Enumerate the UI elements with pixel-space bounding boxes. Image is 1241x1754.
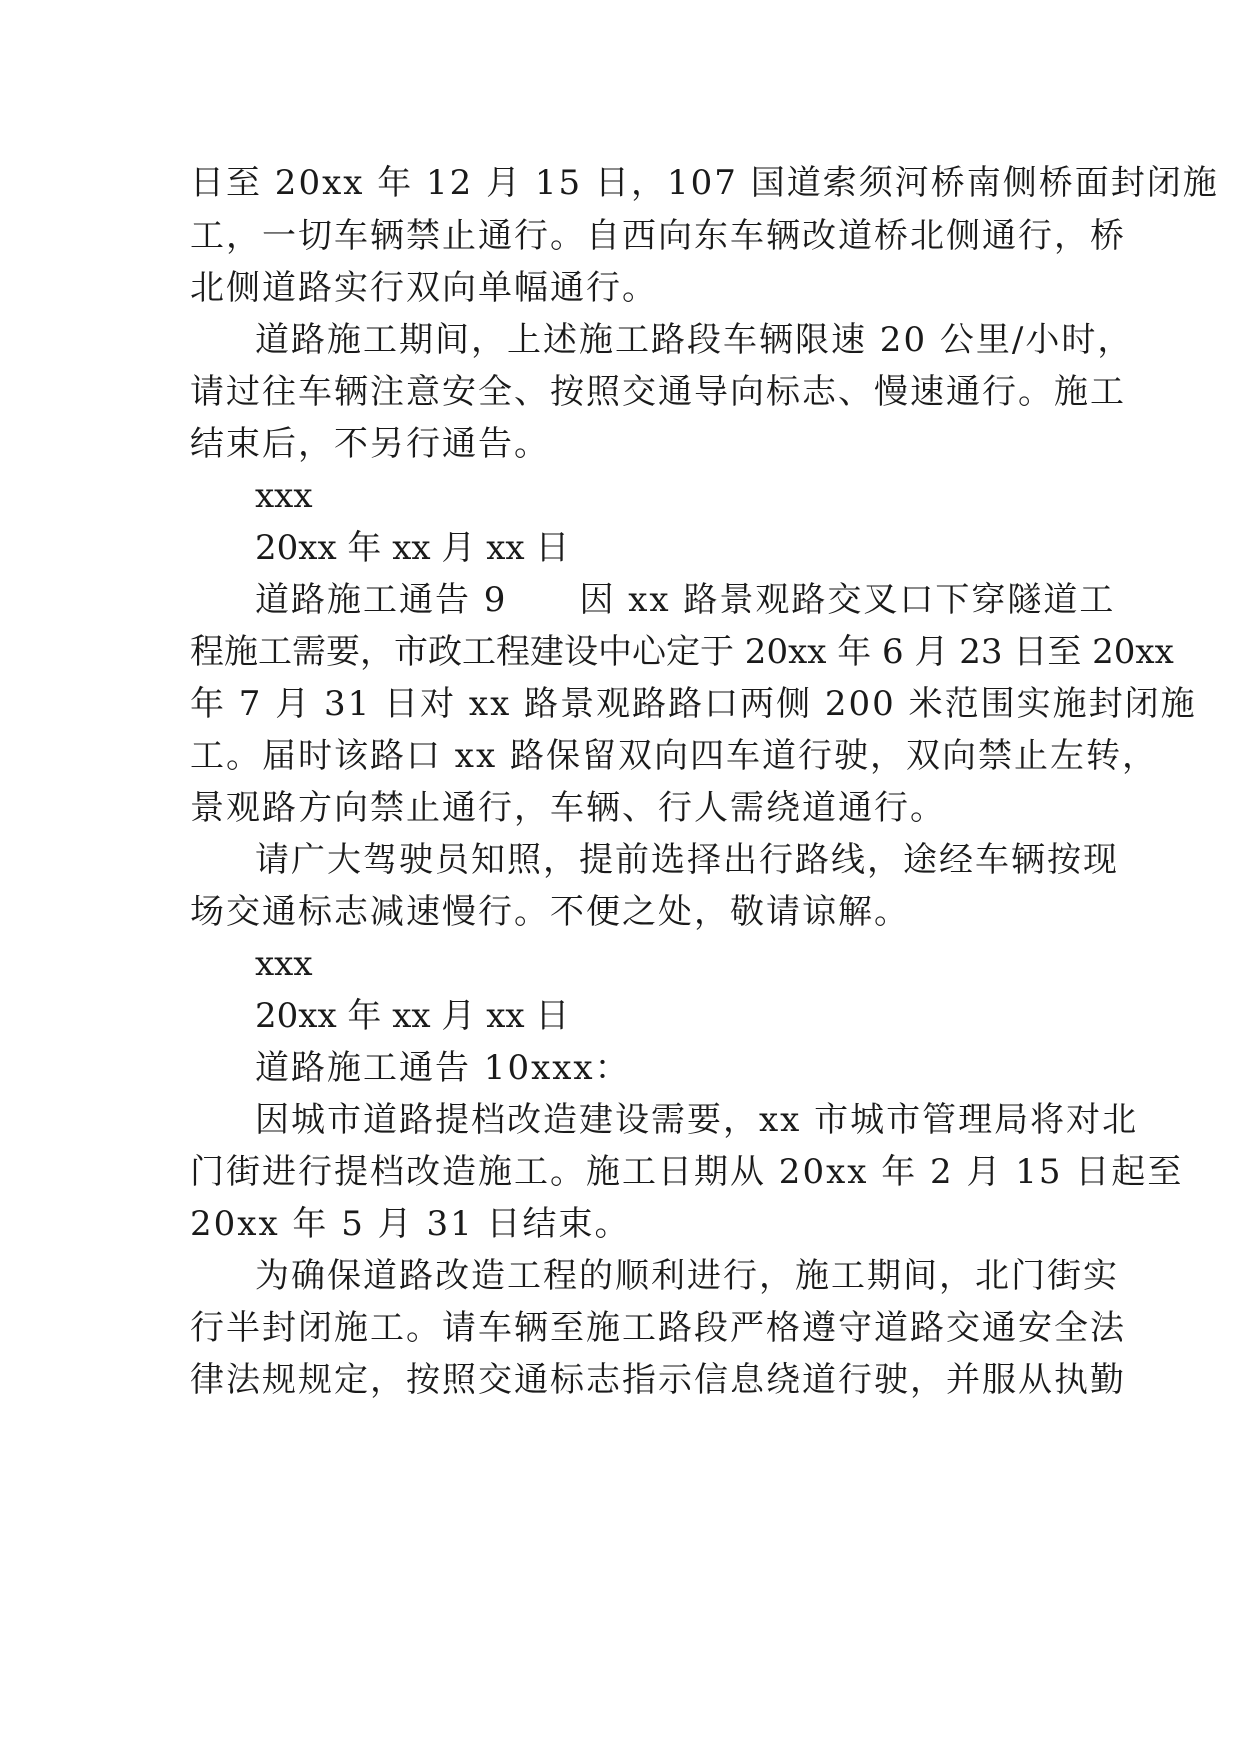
text-line: 结束后，不另行通告。 — [190, 424, 550, 464]
text-line: 工，一切车辆禁止通行。自西向东车辆改道桥北侧通行，桥 — [190, 216, 1126, 256]
text-line: 道路施工期间，上述施工路段车辆限速 20 公里/小时， — [255, 320, 1134, 360]
text-line: 北侧道路实行双向单幅通行。 — [190, 268, 658, 308]
text-line: 年 7 月 31 日对 xx 路景观路路口两侧 200 米范围实施封闭施 — [190, 684, 1197, 724]
text-line: 场交通标志减速慢行。不便之处，敬请谅解。 — [190, 892, 910, 932]
text-line: 门街进行提档改造施工。施工日期从 20xx 年 2 月 15 日起至 — [190, 1152, 1184, 1192]
text-line: 景观路方向禁止通行，车辆、行人需绕道通行。 — [190, 788, 946, 828]
notice-heading: 道路施工通告 10xxx： — [255, 1048, 631, 1088]
text-line: 程施工需要，市政工程建设中心定于 20xx 年 6 月 23 日至 20xx — [190, 632, 1174, 672]
text-line: 为确保道路改造工程的顺利进行，施工期间，北门街实 — [255, 1256, 1119, 1296]
date-line: 20xx 年 xx 月 xx 日 — [255, 528, 570, 568]
text-line: 因城市道路提档改造建设需要，xx 市城市管理局将对北 — [255, 1100, 1139, 1140]
text-line: 律法规规定，按照交通标志指示信息绕道行驶，并服从执勤 — [190, 1360, 1126, 1400]
text-line: 请广大驾驶员知照，提前选择出行路线，途经车辆按现 — [255, 840, 1119, 880]
date-line: 20xx 年 xx 月 xx 日 — [255, 996, 570, 1036]
text-line: 工。届时该路口 xx 路保留双向四车道行驶，双向禁止左转， — [190, 736, 1158, 776]
signature-name: xxx — [255, 944, 313, 984]
text-line: 行半封闭施工。请车辆至施工路段严格遵守道路交通安全法 — [190, 1308, 1126, 1348]
text-line: 日至 20xx 年 12 月 15 日，107 国道索须河桥南侧桥面封闭施 — [190, 163, 1219, 203]
text-line: 请过往车辆注意安全、按照交通导向标志、慢速通行。施工 — [190, 372, 1126, 412]
signature-name: xxx — [255, 476, 313, 516]
notice-heading: 道路施工通告 9 因 xx 路景观路交叉口下穿隧道工 — [255, 580, 1116, 620]
text-line: 20xx 年 5 月 31 日结束。 — [190, 1204, 631, 1244]
